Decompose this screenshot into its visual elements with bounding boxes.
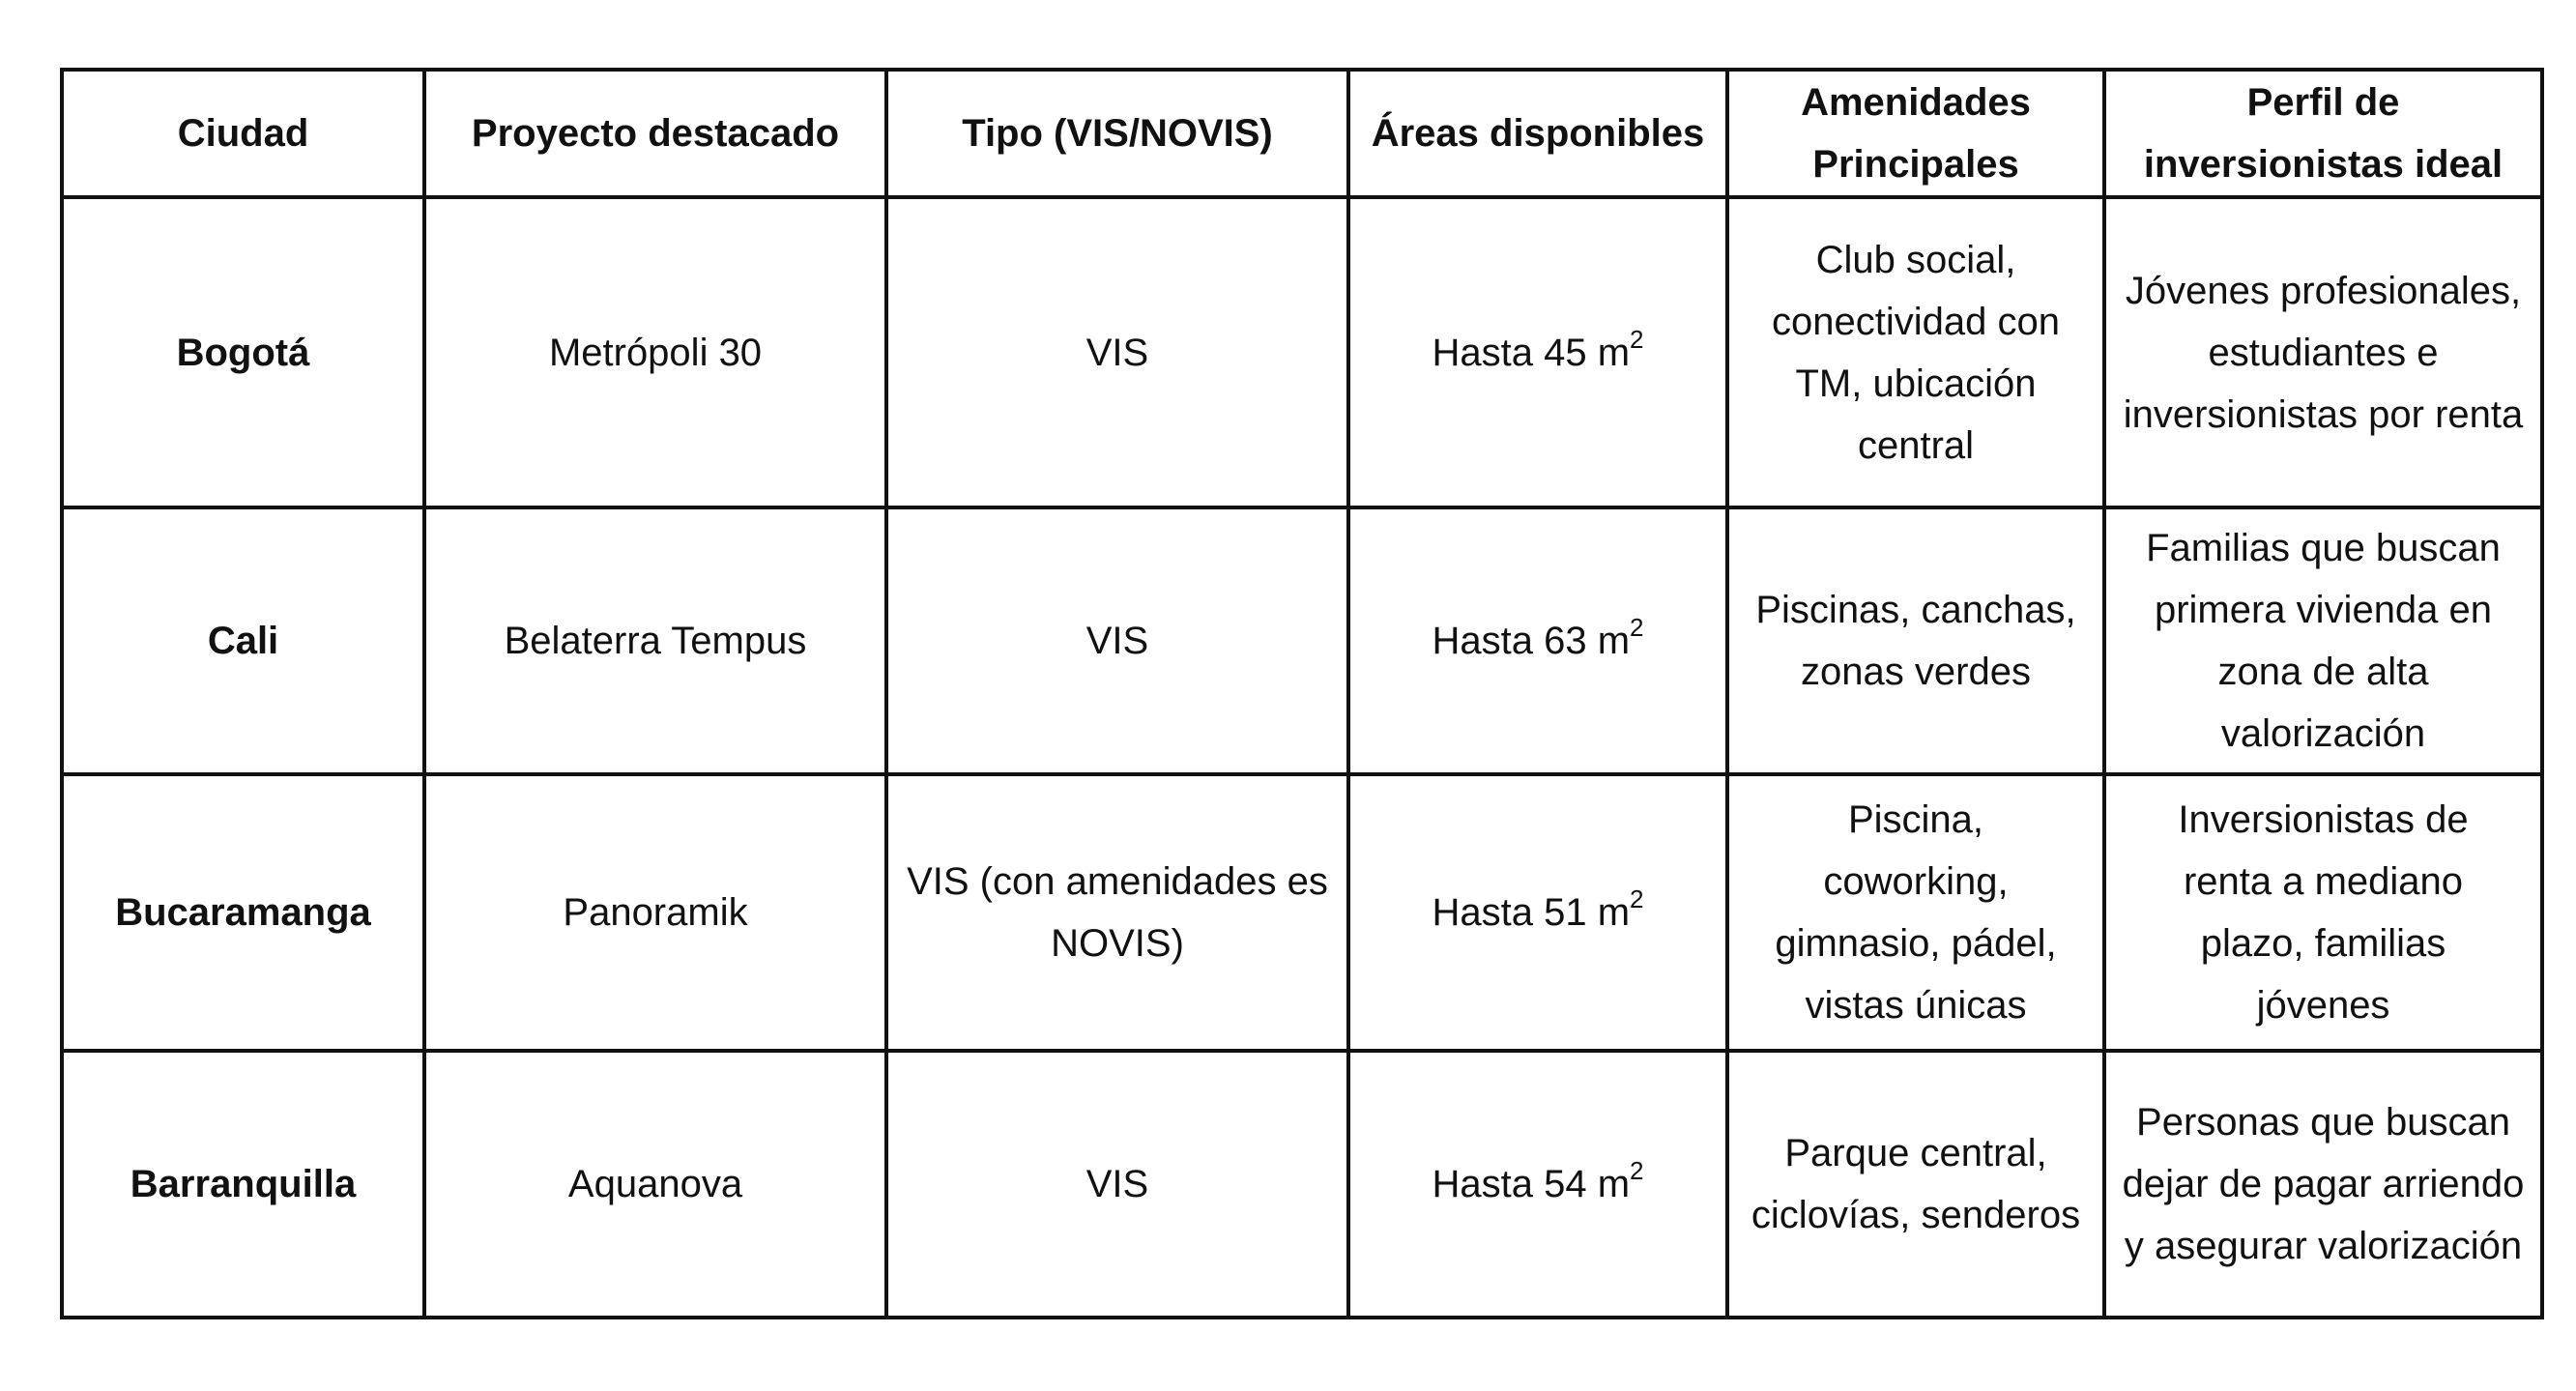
header-areas: Áreas disponibles xyxy=(1348,70,1727,197)
header-perfil: Perfil de inversionistas ideal xyxy=(2104,70,2542,197)
area-value: Hasta 54 m xyxy=(1432,1163,1631,1205)
cell-amenidades: Club social, conectividad con TM, ubicación central xyxy=(1727,197,2104,507)
cell-ciudad: Cali xyxy=(62,507,424,774)
cell-proyecto: Belaterra Tempus xyxy=(424,507,886,774)
table-row xyxy=(62,507,2542,774)
header-proyecto: Proyecto destacado xyxy=(424,70,886,197)
cell-area xyxy=(1348,774,1727,1051)
area-unit-exponent: 2 xyxy=(1630,613,1644,642)
cell-area xyxy=(1348,1051,1727,1318)
header-tipo: Tipo (VIS/NOVIS) xyxy=(886,70,1348,197)
cell-proyecto: Panoramik xyxy=(424,774,886,1051)
cell-perfil: Jóvenes profesionales, estudiantes e inversionistas por renta xyxy=(2104,197,2542,507)
cell-area xyxy=(1348,507,1727,774)
table-row xyxy=(62,197,2542,507)
cell-amenidades: Parque central, ciclovías, senderos xyxy=(1727,1051,2104,1318)
area-unit-exponent: 2 xyxy=(1630,884,1644,913)
area-value: Hasta 63 m xyxy=(1432,620,1631,662)
cell-tipo: VIS xyxy=(886,1051,1348,1318)
cell-ciudad: Barranquilla xyxy=(62,1051,424,1318)
area-unit-exponent: 2 xyxy=(1630,1156,1644,1185)
header-amenidades: Amenidades Principales xyxy=(1727,70,2104,197)
table-row xyxy=(62,774,2542,1051)
cell-proyecto: Aquanova xyxy=(424,1051,886,1318)
table-header-row xyxy=(62,70,2542,197)
area-unit-exponent: 2 xyxy=(1630,324,1644,354)
cell-tipo: VIS xyxy=(886,507,1348,774)
cell-amenidades: Piscina, coworking, gimnasio, pádel, vistas únicas xyxy=(1727,774,2104,1051)
cell-perfil: Personas que buscan dejar de pagar arriendo y asegurar valorización xyxy=(2104,1051,2542,1318)
cell-proyecto: Metrópoli 30 xyxy=(424,197,886,507)
cell-tipo: VIS xyxy=(886,197,1348,507)
area-value: Hasta 45 m xyxy=(1432,331,1631,374)
header-ciudad: Ciudad xyxy=(62,70,424,197)
area-value: Hasta 51 m xyxy=(1432,891,1631,934)
investment-projects-table xyxy=(60,68,2544,1319)
cell-perfil: Inversionistas de renta a mediano plazo, familias jóvenes xyxy=(2104,774,2542,1051)
table-row xyxy=(62,1051,2542,1318)
cell-amenidades: Piscinas, canchas, zonas verdes xyxy=(1727,507,2104,774)
cell-tipo: VIS (con amenidades es NOVIS) xyxy=(886,774,1348,1051)
cell-perfil: Familias que buscan primera vivienda en zona de alta valorización xyxy=(2104,507,2542,774)
cell-ciudad: Bogotá xyxy=(62,197,424,507)
cell-ciudad: Bucaramanga xyxy=(62,774,424,1051)
cell-area xyxy=(1348,197,1727,507)
